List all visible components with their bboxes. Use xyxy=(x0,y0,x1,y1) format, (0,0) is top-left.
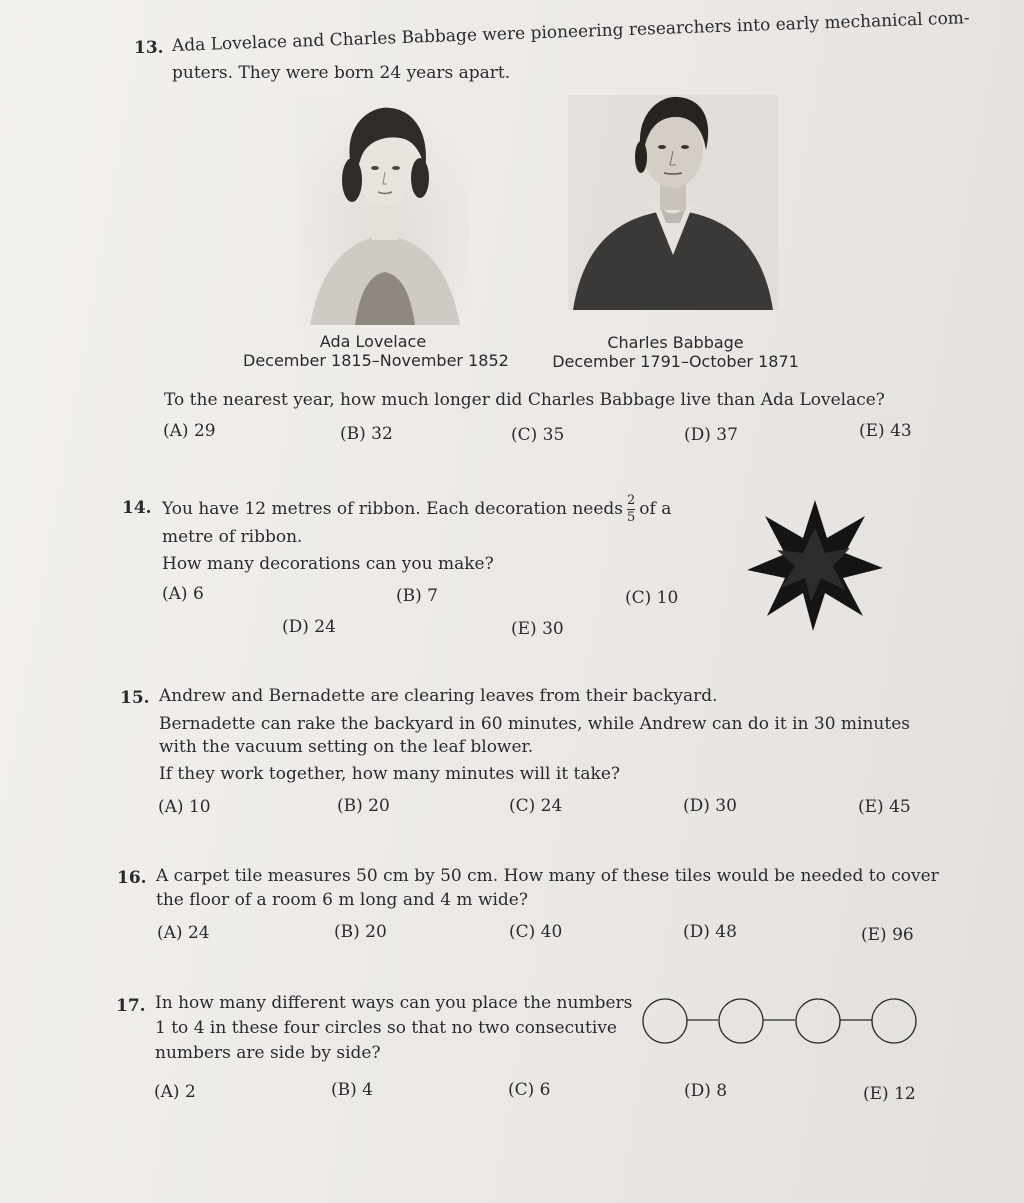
option-d: (D) 24 xyxy=(282,617,336,637)
question-text-line-3: with the vacuum setting on the leaf blower. xyxy=(159,737,534,757)
question-text-line-1: Ada Lovelace and Charles Babbage were pioneering researchers into early mechanical com- xyxy=(171,8,970,56)
circle-4 xyxy=(872,999,916,1043)
option-a: (A) 29 xyxy=(163,421,216,441)
question-text-line-3: numbers are side by side? xyxy=(155,1043,381,1063)
caption-ada-dates: December 1815–November 1852 xyxy=(243,351,509,370)
question-text-part: You have 12 metres of ribbon. Each decoration needs xyxy=(162,499,624,519)
option-e: (E) 96 xyxy=(861,925,914,945)
circle-3 xyxy=(796,999,840,1043)
question-text-line-1 xyxy=(162,494,671,525)
ribbon-bow-image xyxy=(745,498,885,633)
caption-babbage-name: Charles Babbage xyxy=(607,333,744,352)
question-number: 13. xyxy=(134,38,164,58)
option-b: (B) 20 xyxy=(337,796,390,816)
circle-1 xyxy=(643,999,687,1043)
option-a: (A) 10 xyxy=(158,797,211,817)
fraction-numerator: 2 xyxy=(627,493,636,508)
option-a: (A) 24 xyxy=(157,923,210,943)
question-text-line-3: How many decorations can you make? xyxy=(162,554,494,574)
question-text-line-2: puters. They were born 24 years apart. xyxy=(172,63,511,83)
question-prompt: To the nearest year, how much longer did Charles Babbage live than Ada Lovelace? xyxy=(164,390,885,410)
question-text-line-2: Bernadette can rake the backyard in 60 minutes, while Andrew can do it in 30 minutes xyxy=(159,714,910,734)
option-d: (D) 30 xyxy=(683,796,737,816)
option-c: (C) 40 xyxy=(509,922,563,942)
option-b: (B) 32 xyxy=(340,424,393,444)
ada-lovelace-portrait xyxy=(300,100,470,325)
option-c: (C) 24 xyxy=(509,796,563,816)
option-e: (E) 45 xyxy=(858,797,911,817)
option-a: (A) 6 xyxy=(162,584,204,604)
question-text-part: of a xyxy=(639,499,672,519)
option-e: (E) 43 xyxy=(859,421,912,441)
option-b: (B) 7 xyxy=(396,586,438,606)
option-c: (C) 6 xyxy=(508,1080,551,1100)
caption-ada-name: Ada Lovelace xyxy=(319,332,427,351)
question-text-line-4: If they work together, how many minutes will it take? xyxy=(159,764,621,784)
question-text-line-1: A carpet tile measures 50 cm by 50 cm. How many of these tiles would be needed to cover xyxy=(156,866,939,886)
question-text-line-2: 1 to 4 in these four circles so that no two consecutive xyxy=(155,1018,617,1038)
charles-babbage-portrait xyxy=(568,95,778,310)
option-d: (D) 37 xyxy=(684,425,738,445)
option-b: (B) 4 xyxy=(331,1080,373,1100)
option-b: (B) 20 xyxy=(334,922,387,942)
question-text-line-1: Andrew and Bernadette are clearing leaves from their backyard. xyxy=(159,686,718,706)
fraction-denominator: 5 xyxy=(627,510,636,525)
circle-2 xyxy=(719,999,763,1043)
question-number: 15. xyxy=(120,688,150,708)
question-text-line-2: the floor of a room 6 m long and 4 m wide? xyxy=(156,890,528,910)
question-text-line-2: metre of ribbon. xyxy=(162,527,303,547)
fraction-two-fifths xyxy=(627,494,635,525)
option-a: (A) 2 xyxy=(154,1082,196,1102)
option-d: (D) 8 xyxy=(684,1081,728,1101)
question-text-line-1: In how many different ways can you place the numbers xyxy=(155,993,633,1013)
four-circles-diagram xyxy=(640,995,925,1047)
caption-babbage-dates: December 1791–October 1871 xyxy=(552,352,799,371)
question-number: 14. xyxy=(122,498,152,518)
option-e: (E) 30 xyxy=(511,619,564,639)
option-c: (C) 35 xyxy=(511,425,565,445)
option-c: (C) 10 xyxy=(625,588,679,608)
option-e: (E) 12 xyxy=(863,1084,916,1104)
question-number: 17. xyxy=(116,996,146,1016)
option-d: (D) 48 xyxy=(683,922,737,942)
question-number: 16. xyxy=(117,868,147,888)
